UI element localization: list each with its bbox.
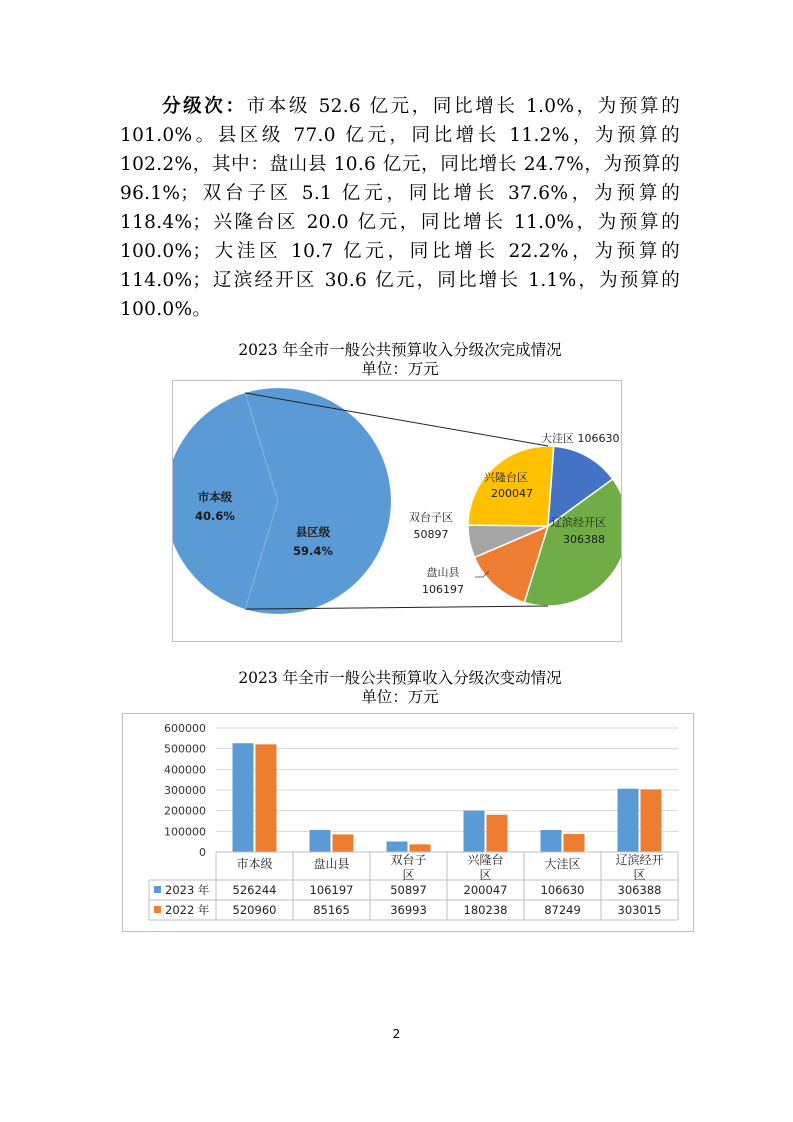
table-value: 36993 (390, 903, 427, 917)
x-tick-label: 双台子区 (390, 853, 427, 882)
sub-value-panshan: 106197 (422, 583, 464, 596)
paragraph-lead: 分级次： (162, 96, 247, 117)
sub-label-xinglongtai: 兴隆台区 (484, 471, 528, 484)
y-tick-label: 0 (199, 846, 206, 859)
pie-chart-title: 2023 年全市一般公共预算收入分级次完成情况 (238, 341, 562, 359)
bar-chart (122, 713, 694, 932)
bar-chart-svg (123, 714, 693, 931)
bar-2022 (256, 744, 277, 852)
x-tick-label: 市本级 (236, 857, 273, 871)
table-value: 526244 (232, 883, 277, 897)
sub-value-shuangtaizi: 50897 (413, 528, 449, 541)
table-value: 520960 (232, 903, 277, 917)
y-tick-label: 200000 (164, 804, 206, 818)
table-value: 306388 (617, 883, 662, 897)
y-tick-label: 400000 (164, 763, 206, 777)
bar-2022 (410, 844, 431, 852)
bar-chart-subtitle: 单位：万元 (361, 688, 439, 706)
table-value: 50897 (390, 883, 427, 897)
bar-2022 (333, 834, 354, 852)
table-value: 85165 (313, 903, 350, 917)
bar-2023 (541, 830, 562, 852)
bar-2023 (464, 811, 485, 852)
bar-2022 (564, 834, 585, 852)
bar-2022 (487, 815, 508, 852)
x-tick-label: 大洼区 (544, 857, 581, 871)
table-value: 87249 (544, 903, 581, 917)
legend-swatch-2023 (154, 886, 161, 893)
bar-2023 (310, 830, 331, 852)
pie-chart-subtitle: 单位：万元 (361, 360, 439, 378)
legend-label-2023: 2023 年 (165, 883, 210, 897)
sub-label-liaobin: 辽滨经开区 (551, 516, 606, 529)
pie-value-city: 40.6% (195, 509, 235, 523)
legend-swatch-2022 (154, 906, 161, 913)
table-value: 106630 (540, 883, 585, 897)
sub-value-xinglongtai: 200047 (491, 487, 533, 500)
pie-label-city: 市本级 (197, 490, 233, 504)
paragraph-text: 市本级 52.6 亿元，同比增长 1.0%，为预算的 101.0%。县区级 77.0 亿元，同比增长 11.2%，为预算的 102.2%，其中：盘山县 10.6 亿元，同比增长 24.7%，为预算的 96.1%；双台子区 5.1 亿元，同比增长 37.6%，为预算的 118.4%；兴隆台区 20.0 亿元，同比增长 11.0%，为预算的 100.0%；大洼区 10.7 亿元，同比增长 22.2%，为预算的 114.0%；辽滨经开区 30.6 亿元，同比增长 1.1%，为预算的 100.0%。 (120, 96, 680, 320)
page-number: 2 (392, 1027, 401, 1041)
pie-chart-svg (173, 381, 621, 641)
pie-value-county: 59.4% (293, 544, 333, 558)
y-tick-label: 100000 (164, 825, 206, 839)
sub-label-shuangtaizi: 双台子区 (409, 511, 453, 524)
bar-2023 (618, 789, 639, 852)
y-tick-label: 600000 (164, 722, 206, 735)
sub-pie-slice-xinglongtai (468, 446, 554, 526)
y-tick-label: 300000 (164, 784, 206, 797)
x-tick-label: 辽滨经开区 (615, 853, 664, 882)
x-tick-label: 盘山县 (313, 857, 350, 871)
y-tick-label: 500000 (164, 742, 206, 756)
sub-value-liaobin: 306388 (563, 533, 605, 546)
bar-chart-title: 2023 年全市一般公共预算收入分级次变动情况 (238, 669, 562, 687)
body-paragraph (120, 92, 680, 324)
bar-2022 (641, 789, 662, 852)
table-value: 180238 (463, 903, 508, 917)
bar-2023 (233, 743, 254, 852)
legend-label-2022: 2022 年 (165, 903, 210, 917)
table-value: 200047 (463, 883, 508, 897)
table-value: 303015 (617, 903, 662, 917)
pie-label-county: 县区级 (295, 525, 331, 539)
table-value: 106197 (309, 883, 354, 897)
x-tick-label: 兴隆台区 (467, 853, 504, 882)
sub-label-dawa: 大洼区 106630 (541, 432, 620, 445)
pie-of-pie-chart (172, 380, 622, 642)
sub-label-panshan: 盘山县 (426, 566, 460, 579)
bar-2023 (387, 841, 408, 852)
